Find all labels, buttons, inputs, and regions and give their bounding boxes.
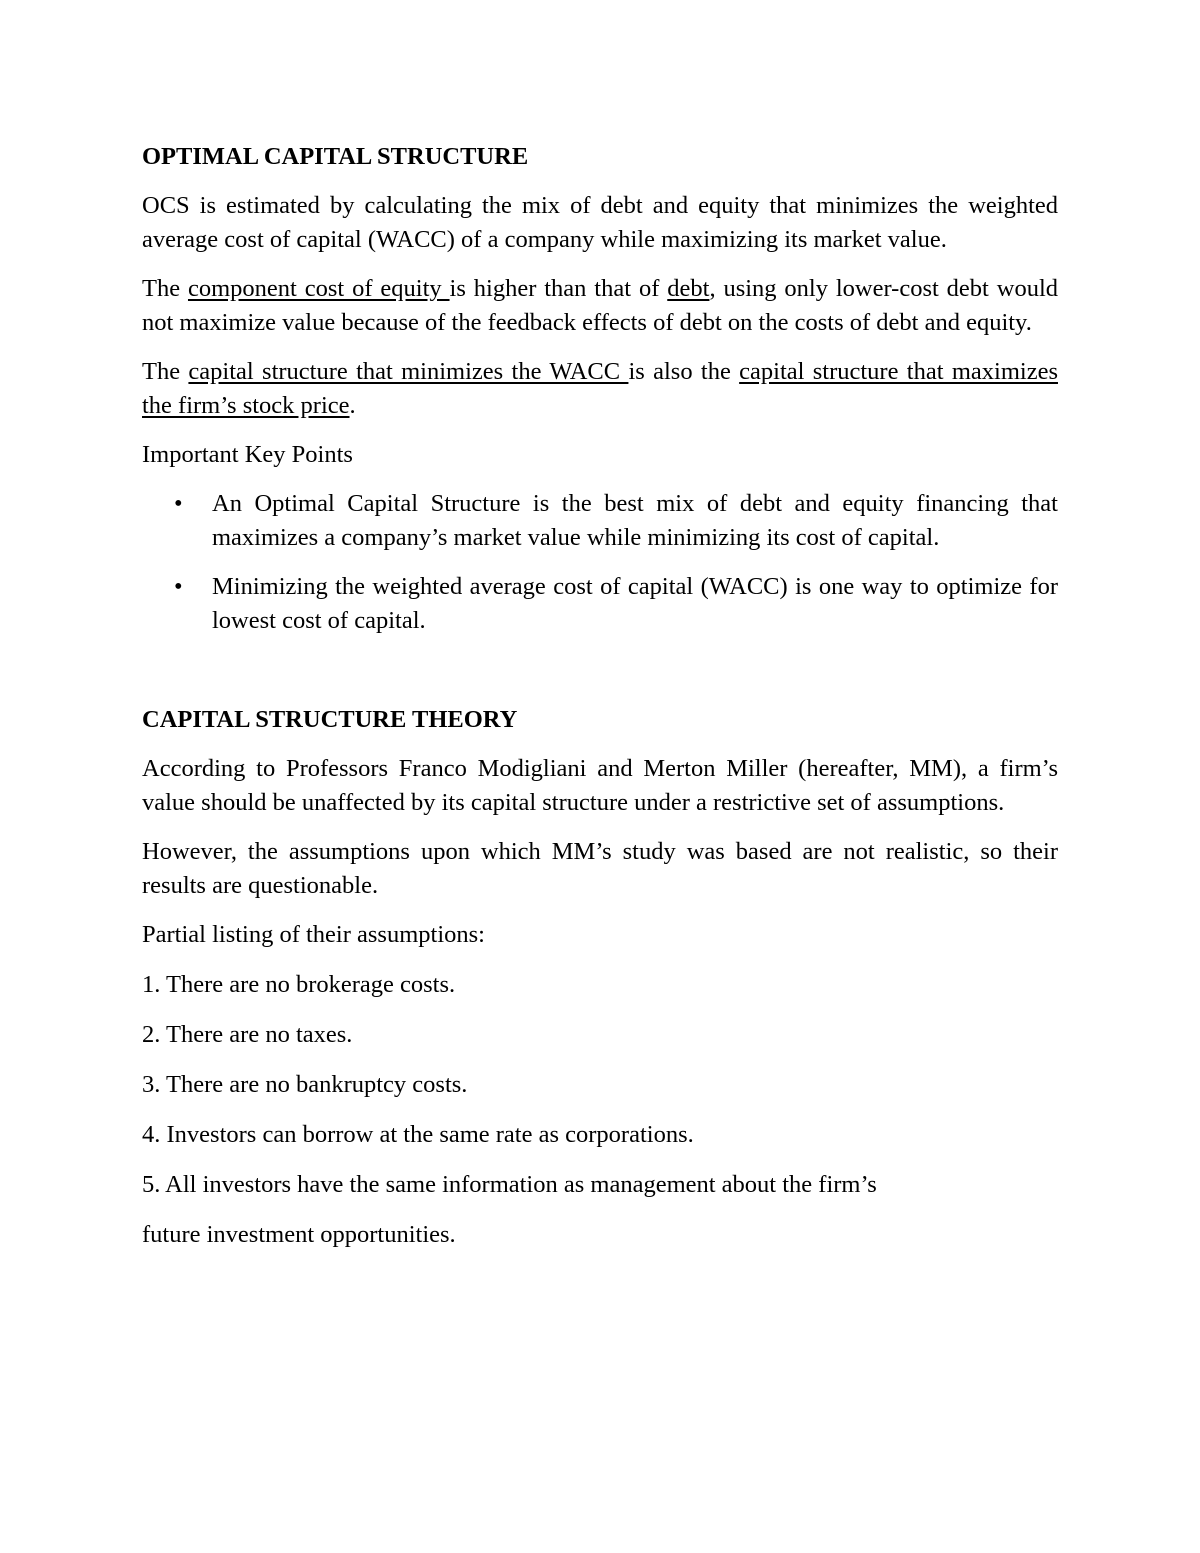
list-item bbox=[142, 570, 1058, 638]
key-points-list bbox=[142, 487, 1058, 638]
document-page bbox=[142, 140, 1058, 1252]
assumption-item: 2. There are no taxes. bbox=[142, 1021, 353, 1048]
component-cost-paragraph bbox=[142, 272, 1058, 340]
text-segment: is also the bbox=[628, 358, 740, 385]
bullet-icon: • bbox=[174, 573, 183, 600]
bullet-text: An Optimal Capital Structure is the best mix of debt and equity financing that maximizes a company’s market value while minimizing its cost of capital. bbox=[212, 490, 1058, 551]
text-segment: The bbox=[142, 358, 189, 385]
key-points-label: Important Key Points bbox=[142, 441, 353, 468]
assumption-item: 5. All investors have the same information as management about the firm’s bbox=[142, 1171, 877, 1198]
assumption-item: 1. There are no brokerage costs. bbox=[142, 971, 456, 998]
text-segment: The bbox=[142, 275, 188, 302]
assumptions-critique-paragraph: However, the assumptions upon which MM’s study was based are not realistic, so their results are questionable. bbox=[142, 838, 1058, 899]
assumption-item: 4. Investors can borrow at the same rate as corporations. bbox=[142, 1121, 694, 1148]
section-heading-capital-structure-theory: CAPITAL STRUCTURE THEORY bbox=[142, 706, 518, 733]
underlined-phrase: capital structure that maximizes the firm’s stock price bbox=[142, 358, 1058, 419]
assumptions-label: Partial listing of their assumptions: bbox=[142, 921, 485, 948]
bullet-icon: • bbox=[174, 490, 183, 517]
underlined-phrase: capital structure that minimizes the WACC bbox=[188, 358, 629, 385]
section-heading-optimal-capital-structure: OPTIMAL CAPITAL STRUCTURE bbox=[142, 143, 529, 170]
text-segment: . bbox=[349, 392, 356, 419]
text-segment: , using only lower-cost debt would not maximize value because of the feedback effects of debt on the costs of debt and equity. bbox=[142, 275, 1059, 336]
assumption-item-continuation: future investment opportunities. bbox=[142, 1221, 456, 1248]
text-segment: is higher than that of bbox=[449, 275, 668, 302]
mm-theory-paragraph: According to Professors Franco Modigliani and Merton Miller (hereafter, MM), a firm’s value should be unaffected by its capital structure under a restrictive set of assumptions. bbox=[142, 755, 1058, 816]
bullet-text: Minimizing the weighted average cost of capital (WACC) is one way to optimize for lowest cost of capital. bbox=[212, 573, 1058, 634]
underlined-phrase: debt bbox=[667, 275, 710, 302]
assumption-item: 3. There are no bankruptcy costs. bbox=[142, 1071, 468, 1098]
list-item bbox=[142, 487, 1058, 555]
underlined-phrase: component cost of equity bbox=[187, 275, 450, 302]
wacc-stock-price-paragraph bbox=[142, 355, 1058, 423]
ocs-definition-paragraph: OCS is estimated by calculating the mix of debt and equity that minimizes the weighted average cost of capital (WACC) of a company while maximizing its market value. bbox=[142, 192, 1058, 253]
